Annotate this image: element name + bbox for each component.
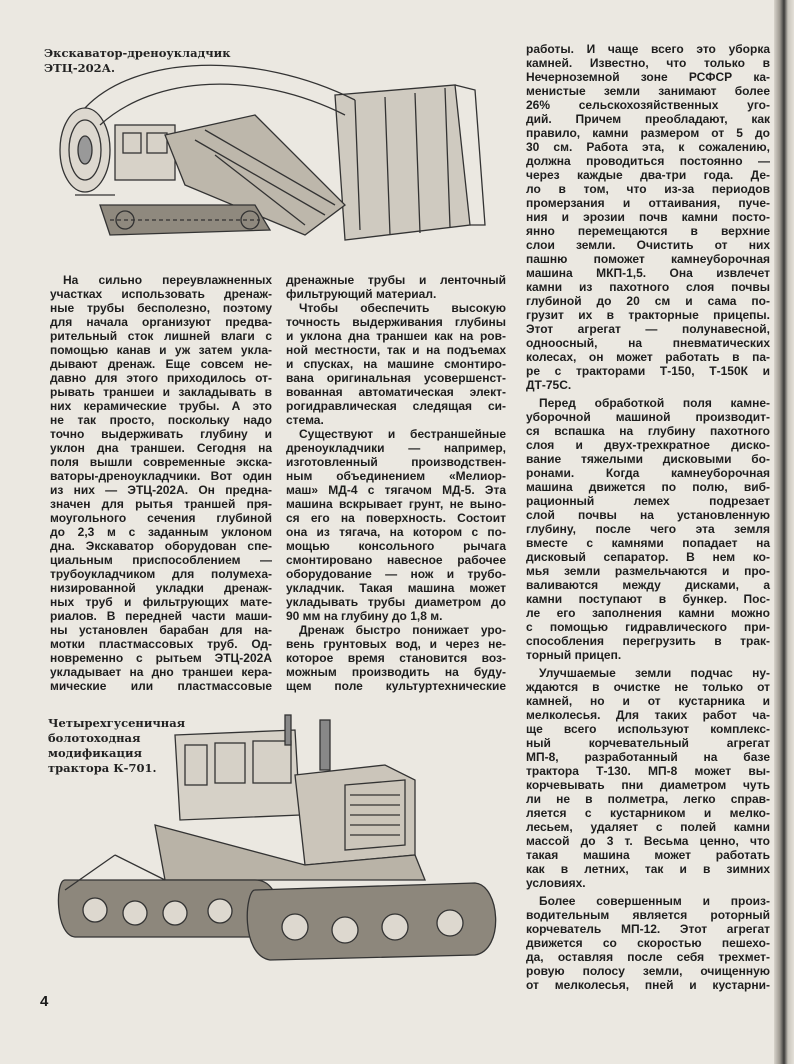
tractor-illustration bbox=[55, 705, 515, 975]
text-line: Чтобы обеспечить высокую bbox=[299, 301, 506, 315]
text-line: дренажные трубы и ленточный bbox=[286, 273, 506, 287]
text-line: поля вышли современные экска- bbox=[50, 455, 272, 469]
text-line: ной местности, так и на подъемах bbox=[286, 343, 506, 357]
text-line: ваторы-дреноукладчики. Вот один bbox=[50, 469, 272, 483]
text-line: корчевывать пни диаметром чуть bbox=[526, 778, 770, 792]
text-line: лесьем, удаляет с полей камни bbox=[526, 820, 770, 834]
text-line: работы. И чаще всего это уборка bbox=[526, 42, 770, 56]
excavator-illustration bbox=[55, 55, 495, 255]
paragraph bbox=[50, 273, 272, 693]
text-line: точно выдерживать глубину и bbox=[50, 427, 272, 441]
text-line: ронами. Когда камнеуборочная bbox=[526, 466, 770, 480]
text-line: 90 мм на глубину до 1,8 м. bbox=[286, 609, 443, 623]
text-line: ли не в полметра, легко справ- bbox=[526, 792, 770, 806]
text-line: них керамические трубы. А это bbox=[50, 399, 272, 413]
text-line: вание тяжелыми дисковыми бо- bbox=[526, 452, 770, 466]
text-line: ся его на поверхность. Состоит bbox=[286, 511, 506, 525]
text-line: мощью консольного рычага bbox=[286, 539, 506, 553]
text-line: рительный сток лишней влаги с bbox=[50, 329, 272, 343]
text-line: маш» МД-4 с тягачом МД-5. Эта bbox=[286, 483, 506, 497]
text-line: торный прицеп. bbox=[526, 648, 622, 662]
text-line: укладывает на дно траншеи кера- bbox=[50, 665, 272, 679]
paragraph bbox=[286, 623, 506, 693]
text-line: слои земли. Очистить от них bbox=[526, 238, 770, 252]
text-line: ные трубы бесполезно, поэтому bbox=[50, 301, 272, 315]
text-line: глубину, после чего эта земля bbox=[526, 522, 770, 536]
text-line: с помощью гидравлического при- bbox=[526, 620, 770, 634]
text-line: трубоукладчиком для полумеха- bbox=[50, 567, 272, 581]
text-line: рационный лемех подрезает bbox=[526, 494, 770, 508]
text-line: ляется с кустарником и мелко- bbox=[526, 806, 770, 820]
text-line: колесах, он может работать в па- bbox=[526, 350, 770, 364]
text-line: ный корчевательный агрегат bbox=[526, 736, 770, 750]
text-line: для начала организуют предва- bbox=[50, 315, 272, 329]
text-line: массой до 3 т. Весьма ценно, что bbox=[526, 834, 770, 848]
text-line: должна проводиться постоянно — bbox=[526, 154, 770, 168]
text-line: способления перегрузить в трак- bbox=[526, 634, 770, 648]
text-line: глубиной до 20 см и сама по- bbox=[526, 294, 770, 308]
caption-line: болотоходная bbox=[48, 731, 141, 745]
text-line: ся вспашка на глубину пахотного bbox=[526, 424, 770, 438]
text-line: ще всего используют комплекс- bbox=[526, 722, 770, 736]
text-line: Нечерноземной зоне РСФСР ка- bbox=[526, 70, 770, 84]
text-line: валиваются между дисками, а bbox=[526, 578, 770, 592]
text-line: менистые земли занимают более bbox=[526, 84, 770, 98]
text-line: мотки пластмассовых труб. Од- bbox=[50, 637, 272, 651]
paragraph bbox=[286, 273, 506, 301]
text-line: мические или пластмассовые bbox=[50, 679, 272, 693]
text-line: ния и эрозии почв камни посто- bbox=[526, 210, 770, 224]
text-line: МП-8, разработанный на базе bbox=[526, 750, 770, 764]
text-line: которое время становится воз- bbox=[286, 651, 506, 665]
text-line: смонтировано навесное рабочее bbox=[286, 553, 506, 567]
caption-line: Экскаватор-дреноукладчик bbox=[44, 46, 231, 60]
text-line: 26% сельскохозяйственных уго- bbox=[526, 98, 770, 112]
paragraph bbox=[286, 301, 506, 427]
text-line: такая машина может работать bbox=[526, 848, 770, 862]
text-line: одноосный, на пневматических bbox=[526, 336, 770, 350]
text-line: давно для этого приходилось от- bbox=[50, 371, 272, 385]
text-line: новременно с рытьем ЭТЦ-202А bbox=[50, 651, 272, 665]
text-line: из них — ЭТЦ-202А. Он предна- bbox=[50, 483, 272, 497]
text-line: ре с тракторами Т-150, Т-150К и bbox=[526, 364, 770, 378]
text-line: Перед обработкой поля камне- bbox=[539, 396, 770, 410]
caption-line: ЭТЦ-202А. bbox=[44, 61, 115, 75]
text-line: и спусках, на машине смонтиро- bbox=[286, 357, 506, 371]
text-line: рывать траншеи и закладывать в bbox=[50, 385, 272, 399]
text-line: Более совершенным и произ- bbox=[539, 894, 770, 908]
text-line: движется со скоростью пешехо- bbox=[526, 936, 770, 950]
text-line: слой почвы на установленную bbox=[526, 508, 770, 522]
text-line: до 2,3 м с заданным уклоном bbox=[50, 525, 272, 539]
text-line: ждаются в очистке не только от bbox=[526, 680, 770, 694]
text-line: дисковый сепаратор. В нем ко- bbox=[526, 550, 770, 564]
text-line: камни поступают в бункер. Пос- bbox=[526, 592, 770, 606]
paragraph bbox=[526, 894, 770, 992]
text-line: точность выдерживания глубины bbox=[286, 315, 506, 329]
text-line: машина МКП-1,5. Она извлечет bbox=[526, 266, 770, 280]
text-line: ло в том, что из-за периодов bbox=[526, 182, 770, 196]
text-line: правило, камни размером от 5 до bbox=[526, 126, 770, 140]
text-line: слоя и двух-трехкратное диско- bbox=[526, 438, 770, 452]
text-line: ДТ-75С. bbox=[526, 378, 572, 392]
caption-line: модификация bbox=[48, 746, 143, 760]
text-line: грузит их в тракторные прицепы. bbox=[526, 308, 770, 322]
text-line: На сильно переувлажненных bbox=[63, 273, 272, 287]
text-column-1 bbox=[50, 273, 272, 693]
text-line: ле его заполнения камни можно bbox=[526, 606, 770, 620]
text-line: вана оригинальная усовершенст- bbox=[286, 371, 506, 385]
text-column-2 bbox=[286, 273, 506, 693]
text-line: янно перемещаются в верхние bbox=[526, 224, 770, 238]
text-line: дреноукладчики — например, bbox=[286, 441, 506, 455]
text-line: риалов. В передней части маши- bbox=[50, 609, 272, 623]
text-line: промерзания и оттаивания, пуче- bbox=[526, 196, 770, 210]
text-line: вместе с камнями попадает на bbox=[526, 536, 770, 550]
text-line: от мелколесья, пней и кустарни- bbox=[526, 978, 770, 992]
page-binding-shadow bbox=[774, 0, 794, 1064]
text-line: как в летних, так и в зимних bbox=[526, 862, 770, 876]
text-line: пашню поможет камнеуборочная bbox=[526, 252, 770, 266]
text-line: ным объединением «Мелиор- bbox=[286, 469, 506, 483]
text-line: мелколесья. Для таких работ ча- bbox=[526, 708, 770, 722]
text-line: и уклона дна траншеи как на ров- bbox=[286, 329, 506, 343]
text-line: вень грунтовых вод, и через не- bbox=[286, 637, 506, 651]
text-line: помощью канав и уж затем укла- bbox=[50, 343, 272, 357]
text-line: камни из пахотного слоя почвы bbox=[526, 280, 770, 294]
text-line: машина вскрывает грунт, не выно- bbox=[286, 497, 506, 511]
text-line: условиях. bbox=[526, 876, 586, 890]
text-line: уклон дна траншеи. Сегодня на bbox=[50, 441, 272, 455]
text-line: укладчик. Такая машина может bbox=[286, 581, 506, 595]
text-line: через каждые два-три года. Де- bbox=[526, 168, 770, 182]
text-line: рогидравлическая следящая си- bbox=[286, 399, 506, 413]
text-line: ны установлен барабан для на- bbox=[50, 623, 272, 637]
text-line: она из тягача, на котором с по- bbox=[286, 525, 506, 539]
text-line: водительным является роторный bbox=[526, 908, 770, 922]
text-line: щем поле культуртехнические bbox=[286, 679, 506, 693]
text-line: оборудование — нож и трубо- bbox=[286, 567, 506, 581]
text-line: да, оставляя после себя трехмет- bbox=[526, 950, 770, 964]
text-line: камней. Известно, что только в bbox=[526, 56, 770, 70]
text-line: ровую полосу земли, очищенную bbox=[526, 964, 770, 978]
text-line: Дренаж быстро понижает уро- bbox=[299, 623, 506, 637]
paragraph bbox=[526, 666, 770, 890]
text-line: низированной укладки дренаж- bbox=[50, 581, 272, 595]
text-line: можным производить на буду- bbox=[286, 665, 506, 679]
text-line: дывают дренаж. Еще совсем не- bbox=[50, 357, 272, 371]
text-line: циальным приспособлением — bbox=[50, 553, 272, 567]
text-line: уборочной машиной производит- bbox=[526, 410, 770, 424]
text-line: фильтрующий материал. bbox=[286, 287, 437, 301]
text-line: мья земли размельчаются и про- bbox=[526, 564, 770, 578]
text-line: корчеватель МП-12. Этот агрегат bbox=[526, 922, 770, 936]
text-column-3 bbox=[526, 42, 770, 992]
text-line: стема. bbox=[286, 413, 324, 427]
text-line: камней, но и от кустарника и bbox=[526, 694, 770, 708]
paragraph bbox=[526, 42, 770, 392]
page-number: 4 bbox=[40, 993, 49, 1010]
text-line: изготовленный производствен- bbox=[286, 455, 506, 469]
paragraph bbox=[526, 396, 770, 662]
text-line: укладывать трубы диаметром до bbox=[286, 595, 506, 609]
text-line: участках использовать дренаж- bbox=[50, 287, 272, 301]
paragraph bbox=[286, 427, 506, 623]
text-line: машина движется по полю, виб- bbox=[526, 480, 770, 494]
text-line: дна. Экскаватор оборудован спе- bbox=[50, 539, 272, 553]
text-line: Существуют и бестраншейные bbox=[299, 427, 506, 441]
text-line: значен для рытья траншей пря- bbox=[50, 497, 272, 511]
caption-line: Четырехгусеничная bbox=[48, 716, 186, 730]
text-line: вованная автоматическая элект- bbox=[286, 385, 506, 399]
text-line: не так просто, поскольку надо bbox=[50, 413, 272, 427]
text-line: трактора Т-130. МП-8 может вы- bbox=[526, 764, 770, 778]
text-line: дий. Причем преобладают, как bbox=[526, 112, 770, 126]
text-line: Улучшаемые земли подчас ну- bbox=[539, 666, 770, 680]
text-line: 30 см. Работа эта, к сожалению, bbox=[526, 140, 770, 154]
caption-line: трактора К-701. bbox=[48, 761, 157, 775]
text-line: ных труб и фильтрующих мате- bbox=[50, 595, 272, 609]
text-line: моугольного сечения глубиной bbox=[50, 511, 272, 525]
text-line: Этот агрегат — полунавесной, bbox=[526, 322, 770, 336]
